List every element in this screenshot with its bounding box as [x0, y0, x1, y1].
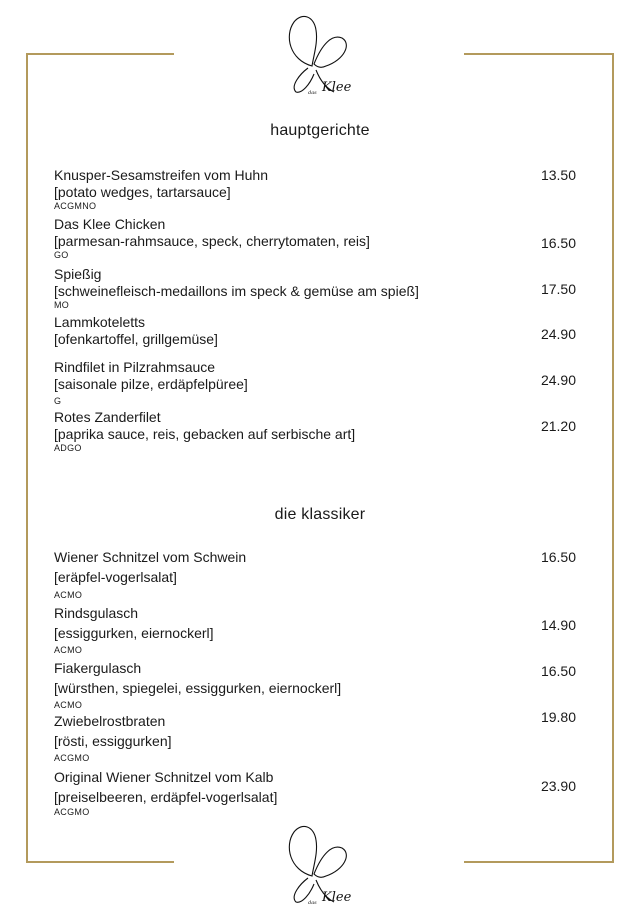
- item-name: Rotes Zanderfilet: [54, 409, 161, 425]
- frame-right: [612, 53, 614, 863]
- item-allergens: ACGMO: [54, 753, 90, 763]
- menu-item: [54, 769, 584, 818]
- item-allergens: G: [54, 396, 62, 406]
- frame-bottom-right: [464, 861, 614, 863]
- frame-left: [26, 53, 28, 863]
- item-description: [potato wedges, tartarsauce]: [54, 184, 231, 200]
- clover-leaf-icon: [270, 8, 370, 98]
- item-description: [parmesan-rahmsauce, speck, cherrytomaten, reis]: [54, 233, 370, 249]
- item-description: [eräpfel-vogerlsalat]: [54, 569, 177, 585]
- menu-item: [54, 216, 584, 261]
- item-allergens: GO: [54, 250, 69, 260]
- menu-item: [54, 605, 584, 656]
- item-price: 16.50: [540, 663, 576, 679]
- menu-item: [54, 314, 584, 348]
- item-price: 14.90: [540, 617, 576, 633]
- menu-item: [54, 660, 584, 711]
- item-allergens: ACMO: [54, 590, 83, 600]
- menu-item: [54, 167, 584, 212]
- item-allergens: ACGMNO: [54, 201, 97, 211]
- item-price: 24.90: [540, 372, 576, 388]
- item-description: [rösti, essiggurken]: [54, 733, 172, 749]
- item-price: 19.80: [540, 709, 576, 725]
- item-allergens: ACMO: [54, 700, 83, 710]
- item-name: Das Klee Chicken: [54, 216, 166, 232]
- frame-top-left: [26, 53, 174, 55]
- item-description: [paprika sauce, reis, gebacken auf serbische art]: [54, 426, 356, 442]
- item-allergens: ADGO: [54, 443, 82, 453]
- klee-logo-bottom: [270, 818, 370, 908]
- item-description: [schweinefleisch-medaillons im speck & gemüse am spieß]: [54, 283, 419, 299]
- item-name: Rindfilet in Pilzrahmsauce: [54, 359, 216, 375]
- clover-leaf-icon: [270, 818, 370, 908]
- frame-bottom-left: [26, 861, 174, 863]
- item-allergens: ACGMO: [54, 807, 90, 817]
- item-description: [preiselbeeren, erdäpfel-vogerlsalat]: [54, 789, 278, 805]
- menu-item: [54, 549, 584, 601]
- klee-logo-top: [270, 8, 370, 98]
- item-price: 23.90: [540, 778, 576, 794]
- menu-item: [54, 359, 584, 407]
- logo-small-text: das: [308, 900, 317, 906]
- item-name: Knusper-Sesamstreifen vom Huhn: [54, 167, 268, 183]
- logo-small-text: das: [308, 90, 317, 96]
- item-price: 13.50: [540, 167, 576, 183]
- item-name: Fiakergulasch: [54, 660, 142, 676]
- item-name: Rindsgulasch: [54, 605, 139, 621]
- frame-top-right: [464, 53, 614, 55]
- item-name: Wiener Schnitzel vom Schwein: [54, 549, 247, 565]
- item-name: Original Wiener Schnitzel vom Kalb: [54, 769, 274, 785]
- item-allergens: MO: [54, 300, 70, 310]
- item-description: [würsthen, spiegelei, essiggurken, eiernockerl]: [54, 680, 342, 696]
- item-description: [ofenkartoffel, grillgemüse]: [54, 331, 218, 347]
- item-price: 21.20: [540, 418, 576, 434]
- logo-text: Klee: [322, 890, 352, 905]
- menu-item: [54, 709, 584, 764]
- item-name: Spießig: [54, 266, 102, 282]
- item-price: 17.50: [540, 281, 576, 297]
- item-price: 16.50: [540, 549, 576, 565]
- item-name: Zwiebelrostbraten: [54, 713, 166, 729]
- item-allergens: ACMO: [54, 645, 83, 655]
- item-name: Lammkoteletts: [54, 314, 146, 330]
- section-title-klassiker: die klassiker: [274, 506, 366, 523]
- item-description: [saisonale pilze, erdäpfelpüree]: [54, 376, 248, 392]
- menu-item: [54, 266, 584, 311]
- menu-item: [54, 409, 584, 454]
- section-title-hauptgerichte: hauptgerichte: [270, 122, 370, 139]
- item-price: 16.50: [540, 235, 576, 251]
- item-description: [essiggurken, eiernockerl]: [54, 625, 214, 641]
- item-price: 24.90: [540, 326, 576, 342]
- logo-text: Klee: [322, 80, 352, 95]
